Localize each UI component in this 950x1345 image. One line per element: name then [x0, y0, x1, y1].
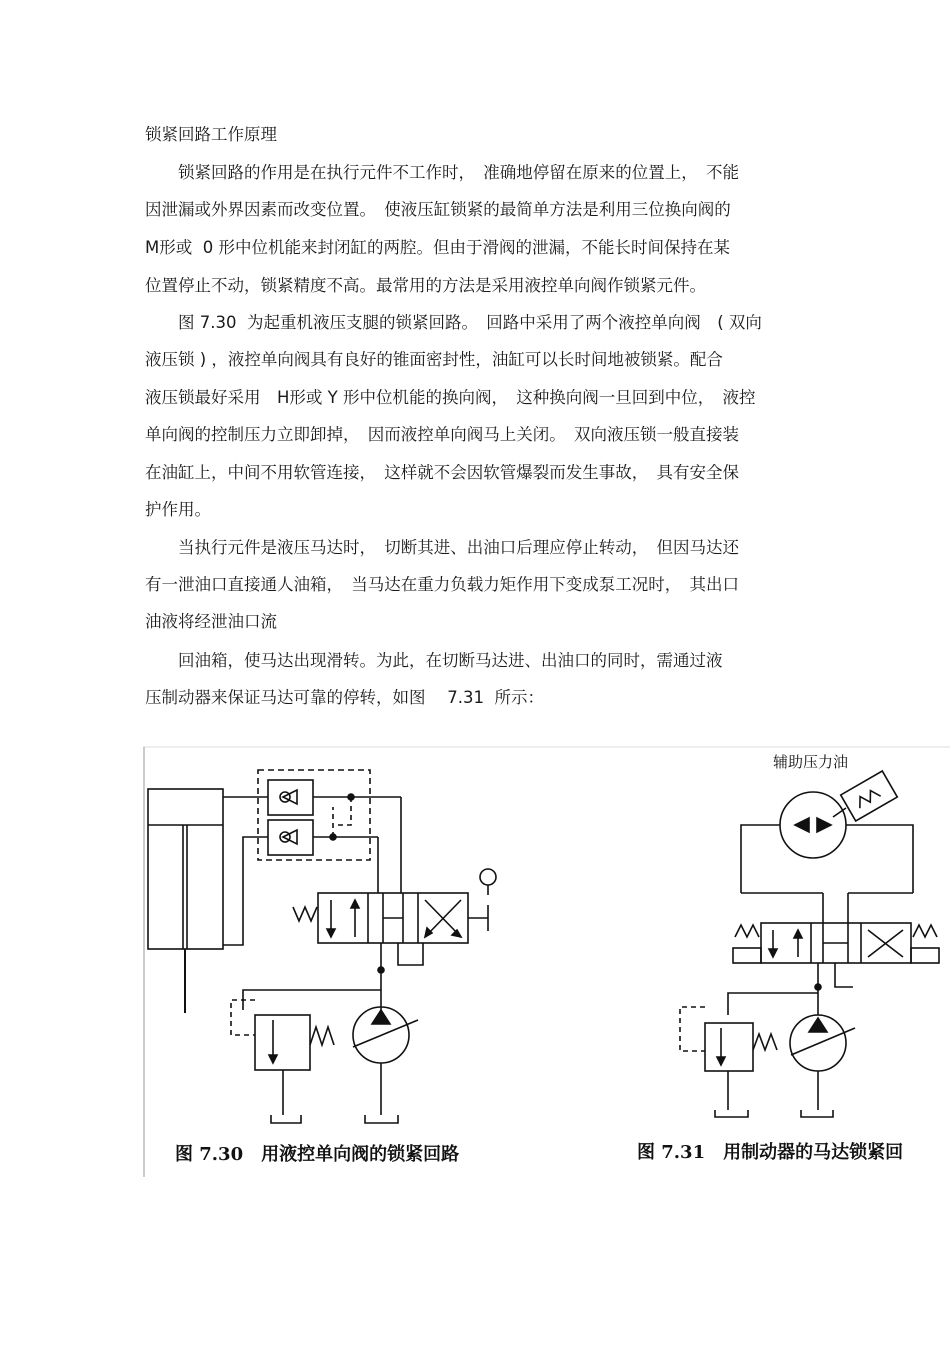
- directional-valve-right: [733, 923, 939, 963]
- relief-valve-left: [231, 1000, 334, 1123]
- paragraph-line: 液压锁 ) ，液控单向阀具有良好的锥面密封性，油缸可以长时间地被锁紧。配合: [145, 350, 723, 369]
- paragraph-line: 液压锁最好采用 H形或 Y 形中位机能的换向阀， 这种换向阀一旦回到中位， 液控: [145, 388, 756, 407]
- motor: [741, 792, 913, 893]
- paragraph-line: 位置停止不动，锁紧精度不高。最常用的方法是采用液控单向阀作锁紧元件。: [145, 276, 706, 295]
- relief-valve-right: [680, 1007, 777, 1117]
- paragraph-line: 有一泄油口直接通人油箱， 当马达在重力负载力矩作用下变成泵工况时， 其出口: [145, 575, 739, 594]
- brake: [833, 771, 897, 821]
- paragraph-line: 图 7.30 为起重机液压支腿的锁紧回路。 回路中采用了两个液控单向阀 ( 双向: [145, 313, 762, 332]
- section-heading: 锁紧回路工作原理: [145, 125, 277, 144]
- directional-valve: [293, 869, 496, 943]
- paragraph-line: 压制动器来保证马达可靠的停转，如图 7.31 所示：: [145, 688, 544, 707]
- check-valve-bottom: [268, 820, 313, 855]
- pump-left: [353, 1007, 418, 1123]
- figure-7-31-caption: 图 7.31 用制动器的马达锁紧回: [637, 1142, 904, 1163]
- paragraph-line: 护作用。: [145, 500, 211, 519]
- paragraph-line: 单向阀的控制压力立即卸掉， 因而液控单向阀马上关闭。 双向液压锁一般直接装: [145, 425, 739, 444]
- check-valve-top: [268, 780, 313, 815]
- figure-7-30-caption: 图 7.30 用液控单向阀的锁紧回路: [175, 1144, 460, 1165]
- hydraulic-circuit-figure: [143, 745, 950, 1177]
- aux-pressure-oil-label: 辅助压力油: [773, 753, 849, 771]
- pump-right: [790, 1015, 855, 1117]
- paragraph-line: 在油缸上，中间不用软管连接， 这样就不会因软管爆裂而发生事故， 具有安全保: [145, 463, 739, 482]
- hydraulic-diagrams: [143, 745, 950, 1177]
- paragraph-line: 油液将经泄油口流: [145, 612, 277, 631]
- paragraph-line: 锁紧回路的作用是在执行元件不工作时， 准确地停留在原来的位置上， 不能: [145, 163, 739, 182]
- paragraph-line: 回油箱，使马达出现滑转。为此，在切断马达进、出油口的同时，需通过液: [145, 651, 723, 670]
- paragraph-line: 当执行元件是液压马达时， 切断其进、出油口后理应停止转动， 但因马达还: [145, 538, 739, 557]
- paragraph-line: M形或 0 形中位机能来封闭缸的两腔。但由于滑阀的泄漏，不能长时间保持在某: [145, 238, 730, 257]
- cylinder: [148, 789, 223, 1013]
- paragraph-line: 因泄漏或外界因素而改变位置。 使液压缸锁紧的最简单方法是利用三位换向阀的: [145, 200, 731, 219]
